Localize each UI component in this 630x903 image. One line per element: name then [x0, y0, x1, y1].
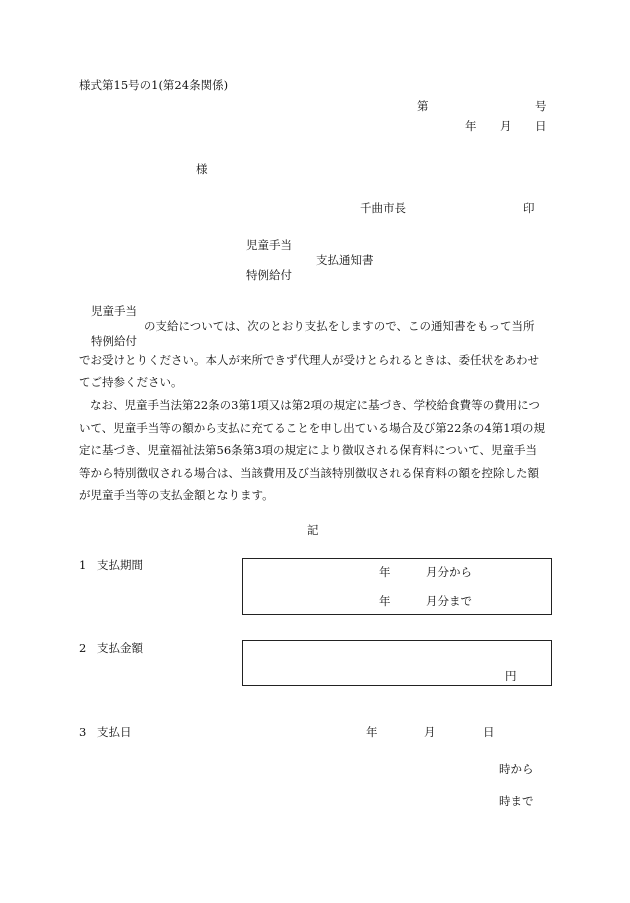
- note-line-1: なお、児童手当法第22条の3第1項又は第2項の規定に基づき、学校給食費等の費用につ: [90, 398, 540, 412]
- issue-date-month: 月: [500, 119, 512, 133]
- item-1-label: 支払期間: [97, 558, 143, 572]
- intro-line-2: でお受けとりください。本人が来所できず代理人が受けとられるときは、委任状をあわせ: [79, 353, 539, 367]
- note-line-5: が児童手当等の支払金額となります。: [79, 488, 274, 502]
- title-option-special-benefit: 特例給付: [246, 268, 292, 282]
- addressee-suffix: 様: [196, 162, 208, 176]
- payment-date-day: 日: [483, 725, 495, 739]
- intro-option-special-benefit: 特例給付: [91, 334, 137, 348]
- form-id: 様式第15号の1(第24条関係): [79, 78, 229, 92]
- record-heading: 記: [307, 523, 319, 537]
- payment-date-year: 年: [366, 725, 378, 739]
- issuer-name: 千曲市長: [360, 201, 406, 215]
- payment-period-box: [242, 558, 552, 615]
- payment-time-from: 時から: [499, 762, 534, 776]
- item-1-number: 1: [79, 558, 87, 572]
- seal-mark: 印: [523, 201, 535, 215]
- period-to-month: 月分まで: [426, 594, 472, 608]
- issue-date-year: 年: [465, 119, 477, 133]
- item-2-label: 支払金額: [97, 641, 143, 655]
- document-number-suffix: 号: [535, 99, 547, 113]
- item-2-number: 2: [79, 641, 87, 655]
- payment-date-month: 月: [424, 725, 436, 739]
- payment-amount-box: [242, 640, 552, 686]
- note-paragraph: [79, 394, 551, 507]
- period-from-year: 年: [379, 565, 391, 579]
- note-line-4: 等から特別徴収される場合は、当該費用及び当該特別徴収される保育料の額を控除した額: [79, 465, 539, 480]
- period-to-year: 年: [379, 594, 391, 608]
- period-from-month: 月分から: [426, 565, 472, 579]
- document-title: 支払通知書: [316, 253, 374, 267]
- note-line-2: いて、児童手当等の額から支払に充てることを申し出ている場合及び第22条の4第1項の規: [79, 420, 546, 435]
- intro-option-child-allowance: 児童手当: [91, 304, 137, 318]
- issue-date-day: 日: [535, 119, 547, 133]
- intro-line-1: の支給については、次のとおり支払をしますので、この通知書をもって当所: [144, 319, 535, 333]
- item-3-label: 支払日: [97, 725, 132, 739]
- document-number-prefix: 第: [417, 99, 429, 113]
- item-3-number: 3: [79, 725, 87, 739]
- amount-unit-yen: 円: [505, 669, 517, 683]
- intro-line-3: てご持参ください。: [79, 375, 183, 389]
- payment-time-to: 時まで: [499, 794, 534, 808]
- title-option-child-allowance: 児童手当: [246, 238, 292, 252]
- note-line-3: 定に基づき、児童福祉法第56条第3項の規定により徴収される保育料について、児童手当: [79, 443, 538, 457]
